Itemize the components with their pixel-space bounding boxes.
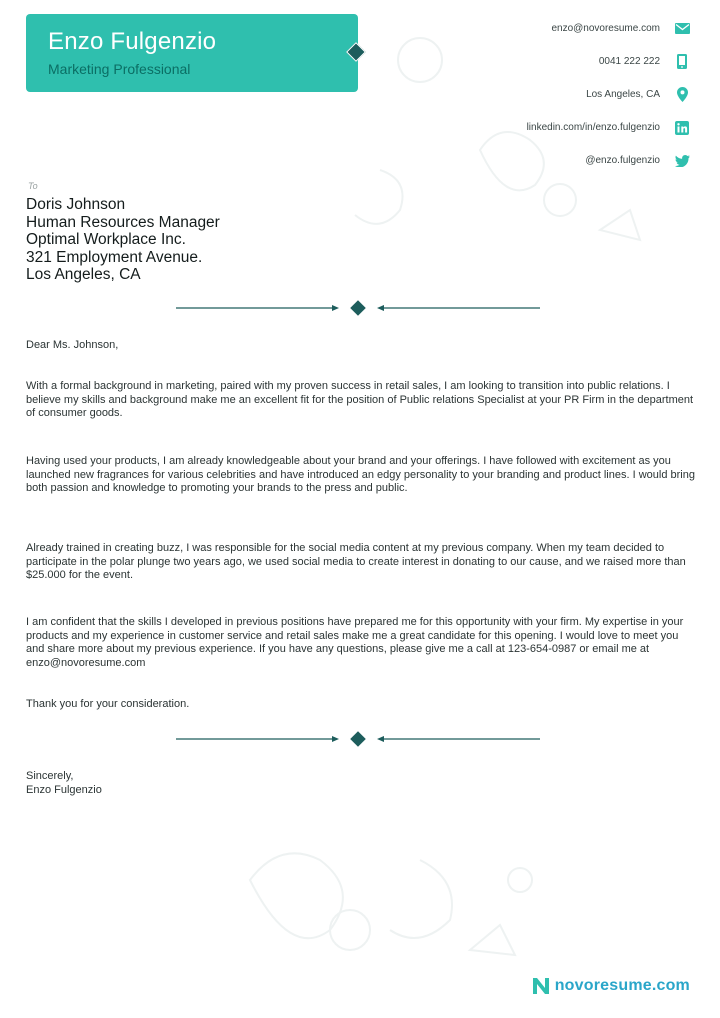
- paragraph-text: Already trained in creating buzz, I was responsible for the social media content at my previous company. When my team decided to participate in the polar plunge two years ago, we used social media to create interest in donating to our cause, and we raised more than $25.000 for the event.: [26, 542, 686, 582]
- contact-location[interactable]: [527, 78, 690, 111]
- contact-linkedin-text: linkedin.com/in/enzo.fulgenzio: [526, 122, 660, 133]
- section-divider-top: [176, 300, 540, 316]
- paragraph-text: Having used your products, I am already knowledgeable about your brand and your offerings. I have followed with excitement as you launched new fragrances for various celebrities and have introduced an edgy personality to your branding and product lines. I would bring both passion and knowledge to promoting your brands to the press and public.: [26, 455, 695, 495]
- paragraph-2: [26, 455, 696, 496]
- paragraph-1: [26, 380, 696, 421]
- header-banner: [26, 14, 358, 92]
- contact-email-text: enzo@novoresume.com: [551, 23, 660, 34]
- linkedin-icon: [674, 120, 690, 136]
- mail-icon: [674, 21, 690, 37]
- recipient-city: Los Angeles, CA: [26, 266, 141, 283]
- recipient-name: Doris Johnson: [26, 196, 126, 213]
- salutation: [26, 339, 696, 353]
- paragraph-text: With a formal background in marketing, paired with my proven success in retail sales, I am looking to transition into public relations. I believe my skills and background make me an excellent fit for the position of Public relations Specialist at your PR Firm in the department of consumer goods.: [26, 380, 694, 420]
- contact-location-text: Los Angeles, CA: [586, 89, 660, 100]
- signature-text: Enzo Fulgenzio: [26, 783, 102, 796]
- contact-twitter[interactable]: [527, 144, 690, 177]
- paragraph-4: [26, 616, 696, 670]
- location-pin-icon: [674, 87, 690, 103]
- contact-twitter-text: @enzo.fulgenzio: [585, 155, 660, 166]
- twitter-icon: [674, 153, 690, 169]
- candidate-role: Marketing Professional: [48, 61, 191, 77]
- to-label: To: [28, 181, 38, 191]
- recipient-street: 321 Employment Avenue.: [26, 248, 203, 266]
- contact-email[interactable]: [527, 12, 690, 45]
- contact-linkedin[interactable]: [527, 111, 690, 144]
- paragraph-text: I am confident that the skills I developed in previous positions have prepared me for this opportunity with your firm. My expertise in your products and my experience in customer service and retail sales make me a great candidate for this opening. I would love to meet you and share more about my previous experience. If you have any questions, please give me a call at 123-654-0987 or email me at enzo@novoresume.com: [26, 616, 684, 669]
- signoff-text: Sincerely,: [26, 770, 74, 782]
- contact-list: [527, 12, 690, 177]
- closing-thanks-text: Thank you for your consideration.: [26, 698, 190, 710]
- closing-thanks: [26, 698, 696, 712]
- novoresume-brand[interactable]: [531, 976, 690, 996]
- signoff-block: [26, 770, 696, 797]
- recipient-address: [26, 196, 220, 284]
- phone-icon: [674, 54, 690, 70]
- section-divider-bottom: [176, 731, 540, 747]
- contact-phone-text: 0041 222 222: [598, 56, 660, 67]
- candidate-name: Enzo Fulgenzio: [48, 28, 217, 55]
- brand-text: novoresume.com: [554, 977, 690, 994]
- recipient-title: Human Resources Manager: [26, 213, 220, 231]
- paragraph-3: [26, 542, 696, 583]
- salutation-text: Dear Ms. Johnson,: [26, 339, 119, 351]
- novoresume-logo-icon: [531, 976, 551, 996]
- contact-phone[interactable]: [527, 45, 690, 78]
- recipient-company: Optimal Workplace Inc.: [26, 231, 186, 248]
